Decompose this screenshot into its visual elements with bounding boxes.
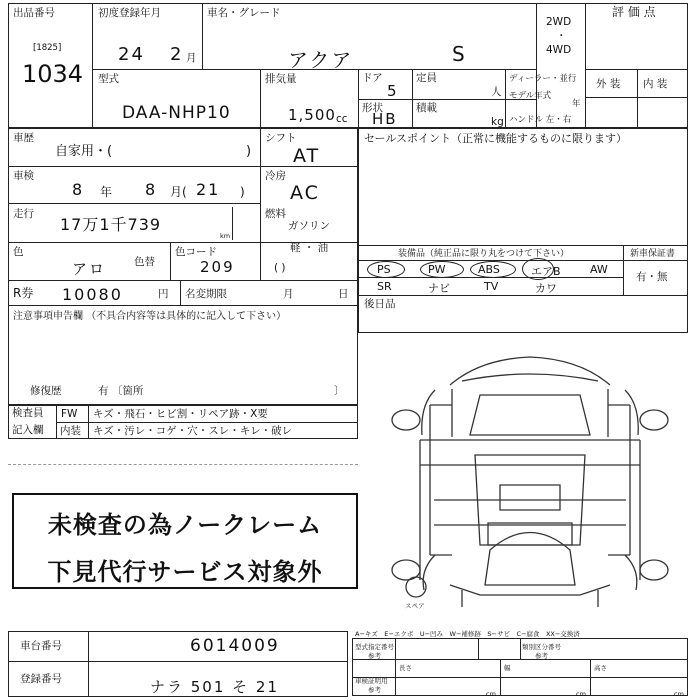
capacity-label: 定員: [416, 72, 437, 84]
inspection-label: 車検: [13, 170, 34, 182]
inspector-label-top: 検査員: [12, 407, 44, 419]
cm-2: cm: [576, 690, 586, 698]
displacement-unit: cc: [336, 113, 348, 125]
plate-label: 登録番号: [20, 673, 62, 685]
first-reg-label: 初度登録年月: [98, 7, 161, 19]
spec-label: 車検証明用: [355, 677, 388, 685]
handle-label: ハンドル 左・右: [509, 115, 572, 125]
inspector-label-bottom: 記入欄: [12, 424, 44, 436]
divider: [590, 659, 591, 696]
car-name-label: 車名・グレード: [207, 7, 281, 19]
divider: [395, 638, 396, 696]
divider: [8, 203, 260, 204]
blank-line: [8, 464, 358, 465]
repair-label: 修復歴: [30, 385, 62, 397]
model-label: 型式: [98, 73, 119, 85]
model-value: DAA-NHP10: [122, 103, 231, 123]
recycle-unit: 円: [158, 288, 169, 300]
color-code-value: 209: [200, 258, 235, 276]
mileage-value: 17万1千739: [60, 215, 162, 234]
interior-items-label: 内装: [60, 425, 81, 437]
fuel-paren: ( ): [274, 262, 286, 274]
divider: [637, 69, 638, 128]
fuel-label: 燃料: [265, 208, 286, 220]
repair-value: 有 〔箇所: [98, 385, 144, 397]
color-replace-label: 色替: [134, 256, 155, 268]
repair-close: 〕: [334, 385, 345, 397]
shape-label: 形状: [362, 102, 383, 114]
divider: [8, 661, 348, 662]
divider: [623, 245, 624, 295]
car-diagram: [390, 345, 670, 615]
model-year-unit: 年: [572, 99, 581, 109]
divider: [232, 207, 233, 240]
divider: [352, 677, 688, 678]
spare-label: スペア: [405, 602, 425, 610]
interior-items: キズ・汚レ・コゲ・穴・スレ・キレ・破レ: [93, 425, 293, 437]
divider: [585, 3, 586, 128]
divider: [8, 305, 358, 306]
divider: [536, 3, 537, 128]
divider: [358, 260, 688, 261]
fw-label: FW: [61, 408, 78, 420]
lot-label: 出品番号: [13, 7, 55, 19]
dealer-label: ディーラー・並行: [509, 74, 577, 84]
inspection-day: 21: [196, 180, 221, 199]
recycle-value: 10080: [62, 285, 123, 304]
airbag-circle: [522, 258, 554, 280]
pw-circle: [420, 261, 464, 278]
name-change-month: 月: [283, 288, 294, 300]
fuel-options: ガソリン: [288, 220, 330, 232]
notice-line2: 下見代行サービス対象外: [47, 558, 323, 586]
divider: [202, 3, 203, 69]
equipment-ps: PS: [377, 263, 391, 276]
door-value: 5: [387, 82, 399, 100]
first-reg-month-unit: 月: [186, 52, 197, 64]
first-reg-month: 2: [170, 44, 184, 65]
history-close: ): [246, 144, 252, 159]
ac-label: 冷房: [265, 170, 286, 182]
name-change-day: 日: [338, 288, 349, 300]
damage-legend: A−キズ E−エクボ U−凹み W−補修跡 S−サビ C−腐食 XX−交換済: [355, 630, 580, 638]
shift-value: AT: [293, 145, 321, 167]
class-ref: 参考: [535, 652, 548, 660]
divider: [500, 659, 501, 696]
inspection-month: 8: [145, 180, 158, 199]
plate-value: ナラ 501 そ 21: [150, 678, 280, 696]
aftermarket-label: 後日品: [364, 298, 396, 310]
rating-label: 評 価 点: [612, 5, 656, 19]
grade: S: [452, 42, 467, 66]
fuel-options2: 軽 ・ 油: [290, 242, 329, 254]
lot-code: [1825]: [33, 43, 62, 53]
equipment-leather: カワ: [535, 282, 557, 295]
spec-ref: 参考: [368, 686, 381, 694]
fw-items: キズ・飛石・ヒビ割・リペア跡・X要: [93, 408, 268, 420]
capacity-unit: 人: [491, 86, 502, 98]
exterior-label: 外 装: [596, 78, 621, 90]
divider: [358, 295, 688, 296]
cm-1: cm: [486, 690, 496, 698]
length-label: 長さ: [399, 664, 412, 672]
warranty-label: 新車保証書: [630, 249, 676, 259]
interior-label: 内 装: [643, 78, 668, 90]
equipment-airbag: エアB: [531, 265, 561, 278]
drive-4wd: 4WD: [546, 44, 572, 56]
divider: [352, 659, 688, 660]
drive-2wd: 2WD: [546, 16, 572, 28]
divider: [170, 242, 171, 280]
recycle-label: R券: [13, 286, 34, 300]
model-year-label: モデル年式: [509, 91, 552, 101]
inspection-month-unit: 月(: [170, 185, 187, 199]
equipment-abs: ABS: [478, 263, 500, 276]
history-label: 車歴: [13, 132, 34, 144]
first-reg-year: 24: [118, 44, 145, 65]
divider: [478, 638, 479, 659]
equipment-navi: ナビ: [428, 282, 450, 295]
door-label: ドア: [362, 72, 383, 84]
divider: [358, 245, 688, 246]
height-label: 高さ: [594, 664, 607, 672]
cert-ref: 参考: [368, 652, 381, 660]
load-label: 積載: [416, 102, 437, 114]
inspection-close: ): [240, 185, 245, 199]
divider: [92, 3, 93, 128]
warranty-value: 有・無: [636, 271, 668, 283]
lot-number: 1034: [22, 60, 84, 88]
divider: [260, 128, 261, 280]
divider: [520, 638, 521, 659]
displacement-value: 1,500: [288, 106, 336, 124]
mileage-label: 走行: [13, 208, 34, 220]
color-code-label: 色コード: [175, 246, 217, 258]
mileage-unit: km: [220, 232, 231, 240]
load-unit: kg: [491, 116, 504, 128]
equipment-pw: PW: [428, 263, 446, 276]
color-label: 色: [13, 246, 24, 258]
notes-label: 注意事項申告欄 （不具合内容等は具体的に記入して下さい）: [13, 311, 287, 322]
chassis-value: 6014009: [190, 636, 280, 656]
inspection-year: 8: [72, 180, 85, 199]
divider: [8, 280, 358, 281]
chassis-label: 車台番号: [20, 640, 62, 652]
class-label: 類別区分番号: [522, 643, 561, 651]
shift-label: シフト: [265, 132, 297, 144]
width-label: 幅: [504, 664, 511, 672]
divider: [56, 422, 358, 423]
equipment-label: 装備品（純正品に限り丸をつけて下さい）: [398, 249, 570, 259]
wheel-fl: [392, 410, 420, 430]
equipment-sr: SR: [377, 280, 392, 293]
sales-frame: [358, 128, 688, 333]
color-value: アロ: [72, 260, 107, 278]
history-value: 自家用・(: [55, 144, 113, 159]
equipment-tv: TV: [484, 280, 499, 293]
divider: [260, 69, 261, 128]
ac-value: AC: [290, 182, 320, 204]
notice-line1: 未検査の為ノークレーム: [47, 511, 323, 539]
cert-label: 型式指定番号: [355, 643, 394, 651]
ps-circle: [367, 261, 405, 278]
car-name: アクア: [288, 48, 354, 72]
equipment-aw: AW: [590, 263, 608, 276]
name-change-label: 名変期限: [185, 288, 227, 300]
divider: [180, 280, 181, 305]
sales-point-label: セールスポイント（正常に機能するものに限ります）: [364, 132, 628, 145]
divider: [88, 631, 89, 697]
notice-box: [12, 493, 358, 589]
shape-value: HB: [372, 110, 398, 128]
abs-circle: [470, 261, 516, 278]
inspection-year-unit: 年: [100, 185, 113, 199]
displacement-label: 排気量: [265, 73, 297, 85]
drive-dot: ・: [556, 30, 567, 42]
wheel-rr: [640, 560, 668, 580]
details-frame: [8, 128, 358, 405]
wheel-fr: [640, 410, 668, 430]
cm-3: cm: [674, 690, 684, 698]
